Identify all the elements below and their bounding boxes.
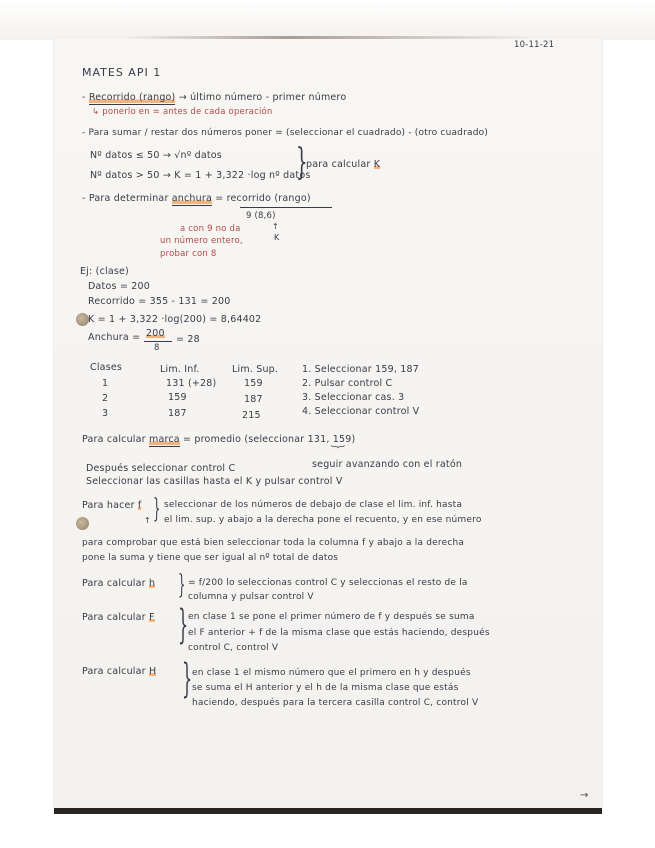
calcular-H-text-2: se suma el H anterior y el h de la misma clase que estás <box>192 683 459 693</box>
underbrace: } <box>330 444 346 450</box>
note-red-3: probar con 8 <box>160 249 217 259</box>
f-brace: } <box>153 494 161 524</box>
recorrido-term: Recorrido (rango) <box>88 92 176 103</box>
calcular-F-text-1: en clase 1 se pone el primer número de f y después se suma <box>188 612 475 622</box>
table-header-clases: Clases <box>90 362 123 373</box>
example-k: K = 1 + 3,322 ·log(200) = 8,64402 <box>88 314 262 325</box>
recorrido-line: - Recorrido (rango) → último número - primer número <box>82 92 347 103</box>
background-top <box>0 0 655 40</box>
calcular-k-label: para calcular K <box>306 159 381 170</box>
hacer-f-text-1: seleccionar de los números de debajo de clase el lim. inf. hasta <box>164 500 463 510</box>
table-row-3-sup: 215 <box>242 410 261 421</box>
calcular-h-label: Para calcular h <box>82 578 156 589</box>
table-header-lim-inf: Lim. Inf. <box>160 364 200 375</box>
step-3: 3. Seleccionar cas. 3 <box>302 392 405 403</box>
table-row-3-inf: 187 <box>168 408 187 419</box>
comprobar-line-1: para comprobar que está bien seleccionar toda la columna f y abajo a la derecha <box>82 538 465 548</box>
date: 10-11-21 <box>514 40 555 50</box>
calcular-F-text-2: el F anterior + f de la misma clase que estás haciendo, después <box>188 628 490 638</box>
calcular-H-text-1: en clase 1 el mismo número que el primero en h y después <box>192 668 471 678</box>
ndatos-line-2: Nº datos > 50 → K = 1 + 3,322 ·log nº datos <box>90 170 311 181</box>
ndatos-line-1: Nº datos ≤ 50 → √nº datos <box>90 150 222 161</box>
binder-hole-bottom <box>76 517 89 530</box>
up-arrow: ↑ <box>272 222 279 231</box>
corner-arrow-icon: → <box>580 790 589 801</box>
sumar-restar-line: - Para sumar / restar dos números poner = (seleccionar el cuadrado) - (otro cuadrado) <box>82 128 489 138</box>
anchura-denominator: 8 <box>154 343 160 353</box>
note-red-2: un número entero, <box>160 236 243 246</box>
table-row-2-inf: 159 <box>168 392 187 403</box>
curly-brace: } <box>296 142 308 183</box>
hacer-f-label: Para hacer f <box>82 500 142 511</box>
anchura-numerator: 200 <box>146 328 165 339</box>
example-datos: Datos = 200 <box>88 281 150 292</box>
calcular-h-text-1: = f/200 lo seleccionas control C y seleccionas el resto de la <box>188 578 468 588</box>
despues-line: Después seleccionar control C <box>86 463 236 474</box>
k-fraction-denominator: 9 (8,6) <box>246 211 276 221</box>
k-label-small: K <box>274 233 280 242</box>
table-row-3-clase: 3 <box>102 408 109 419</box>
calcular-F-label: Para calcular F <box>82 612 155 623</box>
H-brace: } <box>182 656 193 702</box>
page-title: MATES API 1 <box>82 66 162 79</box>
ponerlo-note: ↳ ponerlo en = antes de cada operación <box>92 107 273 117</box>
F-brace: } <box>178 602 189 648</box>
table-row-2-sup: 187 <box>244 394 263 405</box>
calcular-H-label: Para calcular H <box>82 666 157 677</box>
table-row-2-clase: 2 <box>102 393 109 404</box>
seguir-note: seguir avanzando con el ratón <box>312 459 463 470</box>
example-heading: Ej: (clase) <box>80 266 129 277</box>
marca-line: Para calcular marca = promedio (seleccionar 131, 159) <box>82 434 356 445</box>
anchura-result: = 28 <box>176 334 200 345</box>
step-4: 4. Seleccionar control V <box>302 406 420 417</box>
calcular-F-text-3: control C, control V <box>188 643 279 653</box>
table-row-1-inf: 131 (+28) <box>166 378 217 389</box>
f-arrow: ↑ <box>144 516 151 525</box>
comprobar-line-2: pone la suma y tiene que ser igual al nº total de datos <box>82 553 339 563</box>
table-row-1-sup: 159 <box>244 378 263 389</box>
page-top-edge <box>120 36 540 39</box>
anchura-fraction-bar <box>144 341 172 342</box>
h-brace: } <box>178 570 186 600</box>
note-red-1: a con 9 no da <box>180 224 241 234</box>
anchura-line: - Para determinar anchura = recorrido (rango) <box>82 193 311 204</box>
step-1: 1. Seleccionar 159, 187 <box>302 364 420 375</box>
hacer-f-text-2: el lim. sup. y abajo a la derecha pone el recuento, y en ese número <box>164 515 482 525</box>
example-recorrido: Recorrido = 355 - 131 = 200 <box>88 296 231 307</box>
table-header-lim-sup: Lim. Sup. <box>232 364 279 375</box>
calcular-h-text-2: columna y pulsar control V <box>188 592 314 602</box>
example-anchura: Anchura = <box>88 332 141 343</box>
seleccionar-casillas-line: Seleccionar las casillas hasta el K y pulsar control V <box>86 476 343 487</box>
fraction-bar <box>240 207 332 208</box>
table-row-1-clase: 1 <box>102 378 109 389</box>
step-2: 2. Pulsar control C <box>302 378 393 389</box>
bottom-shadow <box>54 808 602 814</box>
calcular-H-text-3: haciendo, después para la tercera casilla control C, control V <box>192 698 479 708</box>
